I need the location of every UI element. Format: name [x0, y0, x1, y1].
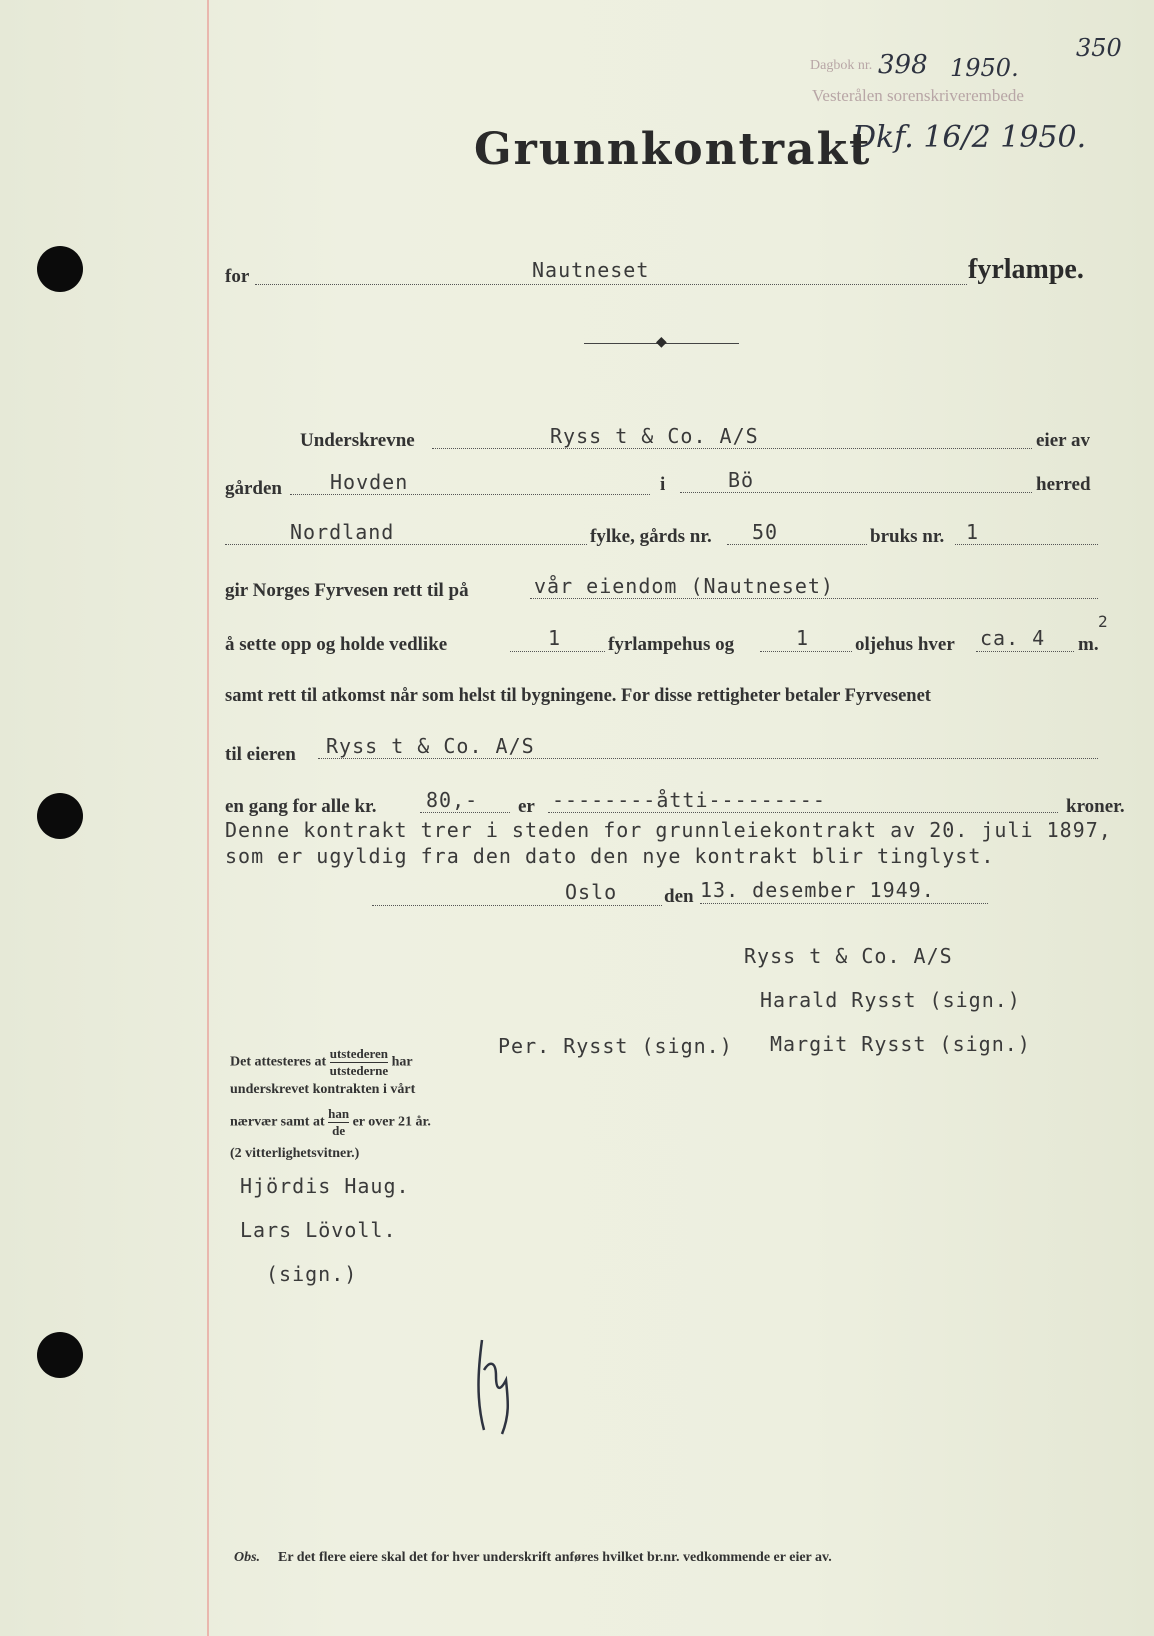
stamp-label: Dagbok nr.	[810, 58, 873, 73]
attestation-line-3	[230, 1106, 431, 1139]
to-owner-label: til eieren	[225, 744, 296, 765]
for-label: for	[225, 266, 250, 287]
margin-line	[207, 0, 209, 1636]
punch-hole	[37, 793, 83, 839]
county-label: fylke, gårds nr.	[590, 526, 712, 547]
fill-line	[530, 598, 1098, 599]
fraction-bottom: de	[332, 1123, 346, 1138]
place: Oslo	[565, 880, 618, 904]
attestation-fraction-1	[330, 1046, 389, 1079]
in-label: i	[660, 474, 666, 495]
fill-line	[976, 651, 1074, 652]
farm-number: 50	[752, 520, 779, 544]
municipality: Bö	[728, 468, 755, 492]
county: Nordland	[290, 520, 395, 544]
fill-line	[510, 651, 605, 652]
obs-text: Er det flere eiere skal det for hver underskrift anføres hvilket br.nr. vedkommende er eier av.	[278, 1550, 832, 1565]
fraction-top: utstederen	[329, 1046, 389, 1061]
er-label: er	[518, 796, 535, 817]
attestation-pre: Det attesteres at	[230, 1054, 327, 1070]
oil-houses-label: oljehus hver	[855, 634, 955, 655]
witness-1: Hjördis Haug.	[240, 1174, 410, 1198]
attestation-line-4: (2 vitterlighetsvitner.)	[230, 1146, 360, 1161]
grants-label: gir Norges Fyrvesen rett til på	[225, 580, 469, 601]
farm-label: gården	[225, 478, 282, 499]
page-number: 350	[1076, 34, 1122, 62]
area-unit: m.	[1078, 634, 1099, 655]
fill-line	[225, 544, 587, 545]
attestation-line-2: underskrevet kontrakten i vårt	[230, 1082, 416, 1097]
undersigned-label: Underskrevne	[300, 430, 415, 451]
divider-ornament: ◆	[656, 334, 667, 350]
fill-line	[290, 494, 650, 495]
fill-line	[432, 448, 1032, 449]
handwritten-initials	[470, 1330, 530, 1440]
owner-name: Ryss t & Co. A/S	[550, 424, 759, 448]
attestation-post: er over 21 år.	[352, 1114, 431, 1130]
kroner-label: kroner.	[1066, 796, 1125, 817]
bruks-number: 1	[966, 520, 980, 544]
property: vår eiendom (Nautneset)	[534, 574, 834, 598]
set-up-label: å sette opp og holde vedlike	[225, 634, 448, 655]
lamp-houses-label: fyrlampehus og	[608, 634, 735, 655]
amount-words: --------åtti---------	[552, 788, 826, 812]
journal-year: 1950.	[950, 54, 1019, 82]
document-title: Grunnkontrakt	[474, 124, 872, 175]
signature-harald: Harald Rysst (sign.)	[760, 988, 1021, 1012]
payee: Ryss t & Co. A/S	[326, 734, 535, 758]
bruks-label: bruks nr.	[870, 526, 945, 547]
signature-margit: Margit Rysst (sign.)	[770, 1032, 1031, 1056]
owner-of-label: eier av	[1036, 430, 1090, 451]
amount: 80,-	[426, 788, 479, 812]
fill-line	[420, 812, 510, 813]
area-superscript: 2	[1098, 612, 1109, 631]
attestation-fraction-2	[328, 1106, 349, 1139]
fill-line	[700, 903, 988, 904]
stamp-office: Vesterålen sorenskriverembede	[812, 86, 1024, 105]
attestation-post: har	[391, 1054, 413, 1070]
witness-sign: (sign.)	[266, 1262, 358, 1286]
fill-line	[680, 492, 1032, 493]
journal-number: 398	[878, 50, 928, 80]
date: 13. desember 1949.	[700, 878, 935, 902]
obs-label: Obs.	[234, 1550, 261, 1565]
note-line-1: Denne kontrakt trer i steden for grunnleiekontrakt av 20. juli 1897,	[225, 818, 1112, 842]
fill-line	[548, 812, 1058, 813]
fill-line	[955, 544, 1098, 545]
access-text: samt rett til atkomst når som helst til bygningene. For disse rettigheter betaler Fyrvesenet	[225, 686, 931, 706]
signature-per: Per. Rysst (sign.)	[498, 1034, 733, 1058]
fill-line	[255, 284, 967, 285]
punch-hole	[37, 1332, 83, 1378]
handwritten-note: Dkf. 16/2 1950.	[852, 120, 1087, 155]
farm-name: Hovden	[330, 470, 409, 494]
once-label: en gang for alle kr.	[225, 796, 377, 817]
fraction-top: han	[328, 1106, 350, 1121]
fill-line	[318, 758, 1098, 759]
fill-line	[372, 905, 662, 906]
attestation-pre: nærvær samt at	[230, 1114, 325, 1130]
fill-line	[727, 544, 867, 545]
lighthouse-name: Nautneset	[532, 258, 650, 282]
signature-company: Ryss t & Co. A/S	[744, 944, 953, 968]
fill-line	[760, 651, 852, 652]
lamp-houses-count: 1	[548, 626, 562, 650]
fraction-bottom: utstederne	[329, 1063, 389, 1078]
note-line-2: som er ugyldig fra den dato den nye kontrakt blir tinglyst.	[225, 844, 995, 868]
area: ca. 4	[980, 626, 1046, 650]
witness-2: Lars Lövoll.	[240, 1218, 397, 1242]
herred-label: herred	[1036, 474, 1091, 495]
attestation-line-1	[230, 1046, 413, 1079]
lighthouse-type: fyrlampe.	[968, 254, 1084, 285]
punch-hole	[37, 246, 83, 292]
oil-houses-count: 1	[796, 626, 810, 650]
den-label: den	[664, 886, 694, 907]
